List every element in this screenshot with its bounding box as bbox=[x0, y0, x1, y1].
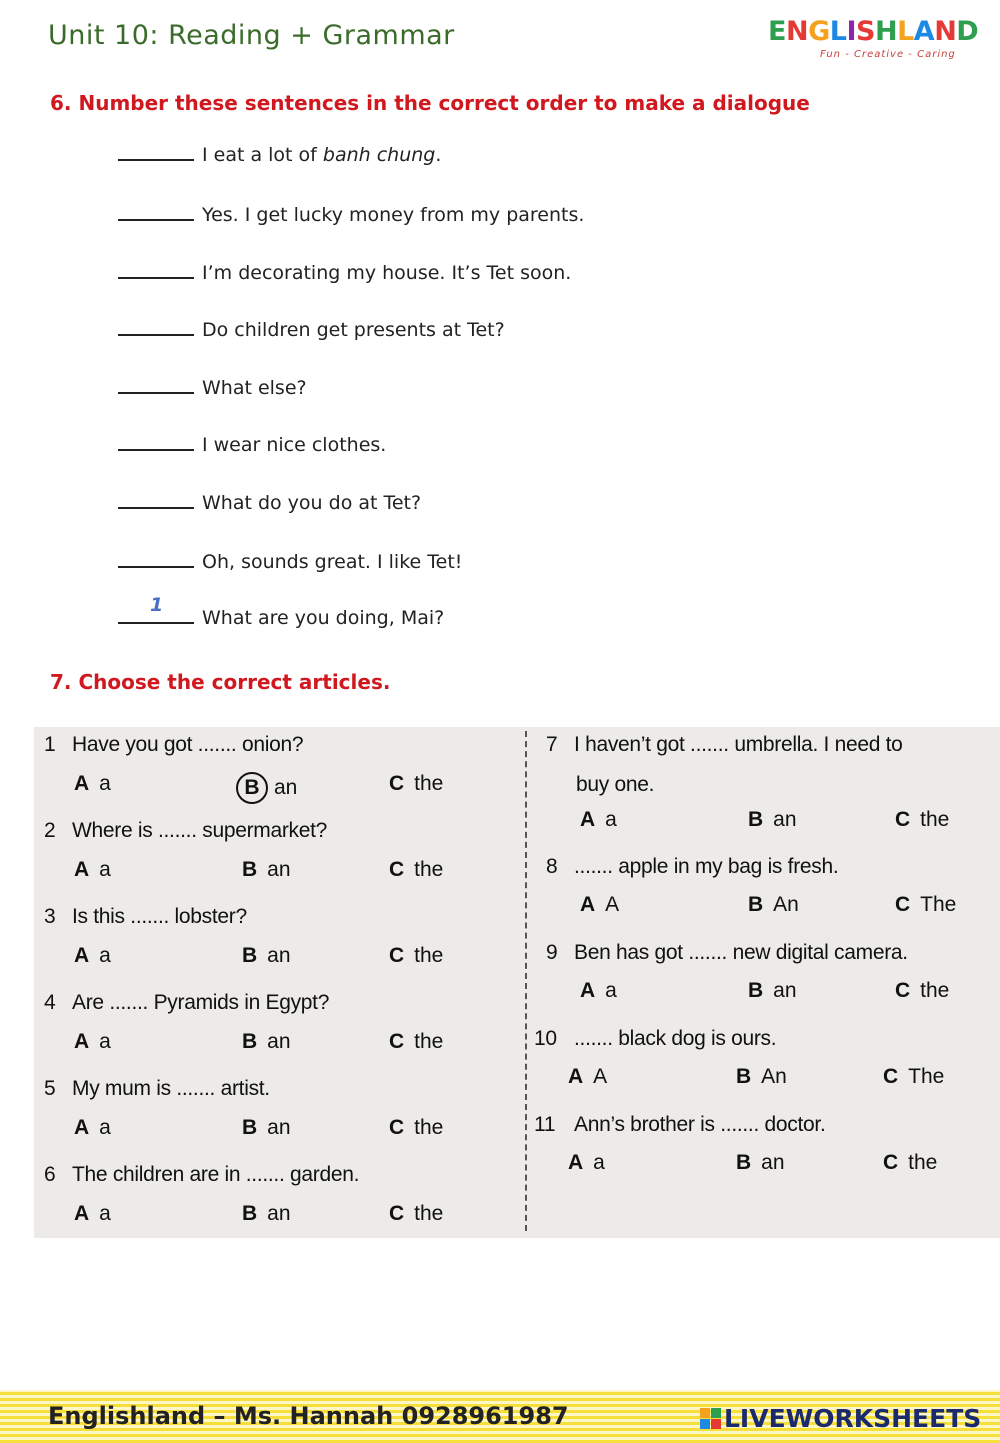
dialogue-line bbox=[118, 550, 462, 573]
option-a[interactable] bbox=[74, 858, 111, 882]
option-letter: A bbox=[74, 1202, 90, 1225]
option-word: the bbox=[920, 808, 950, 831]
dialogue-text: Oh, sounds great. I like Tet! bbox=[202, 551, 463, 573]
dialogue-text: Do children get presents at Tet? bbox=[202, 319, 505, 341]
dialogue-text: Yes. I get lucky money from my parents. bbox=[202, 204, 585, 226]
option-word: an bbox=[267, 1116, 291, 1139]
option-word: an bbox=[267, 944, 291, 967]
logo-letter: H bbox=[874, 16, 898, 47]
dialogue-line bbox=[118, 491, 421, 514]
question-text: Have you got ....... onion? bbox=[72, 733, 304, 756]
brand-icon-square bbox=[711, 1408, 721, 1418]
logo-letter: I bbox=[846, 16, 856, 47]
option-b[interactable] bbox=[242, 858, 291, 882]
option-letter: C bbox=[389, 944, 405, 967]
answer-blank[interactable] bbox=[118, 594, 194, 624]
logo-wordmark bbox=[768, 16, 979, 48]
question-4 bbox=[44, 991, 329, 1015]
question-text: Where is ....... supermarket? bbox=[72, 819, 328, 842]
option-word: the bbox=[414, 858, 444, 881]
option-b[interactable] bbox=[748, 808, 797, 832]
question-text: Ann’s brother is ....... doctor. bbox=[574, 1113, 826, 1136]
dialogue-italic-text: banh chung bbox=[322, 144, 436, 166]
option-word: a bbox=[99, 772, 111, 795]
question-number: 3 bbox=[44, 905, 56, 928]
option-b[interactable] bbox=[242, 1202, 291, 1226]
option-word: The bbox=[920, 893, 957, 916]
brand-icon-square bbox=[711, 1419, 721, 1429]
option-word: an bbox=[267, 1030, 291, 1053]
option-letter: C bbox=[389, 1030, 405, 1053]
option-word: the bbox=[414, 1116, 444, 1139]
column-divider bbox=[525, 731, 527, 1231]
footer-bar bbox=[0, 1390, 1000, 1443]
option-b[interactable] bbox=[242, 1116, 291, 1140]
dialogue-text: What else? bbox=[202, 377, 307, 399]
option-word: an bbox=[267, 1202, 291, 1225]
option-a[interactable] bbox=[568, 1151, 605, 1175]
question-number: 11 bbox=[534, 1113, 556, 1136]
option-letter: B bbox=[748, 893, 764, 916]
option-b[interactable] bbox=[736, 1151, 785, 1175]
option-letter: B bbox=[736, 1065, 752, 1088]
option-c[interactable] bbox=[389, 1030, 443, 1054]
option-letter: B bbox=[236, 772, 268, 804]
brand-icon-square bbox=[700, 1419, 710, 1429]
option-word: A bbox=[605, 893, 620, 916]
dialogue-line bbox=[118, 143, 441, 166]
answer-blank[interactable] bbox=[118, 318, 194, 336]
question-text: Ben has got ....... new digital camera. bbox=[574, 941, 908, 964]
option-word: an bbox=[267, 858, 291, 881]
option-a[interactable] bbox=[580, 979, 617, 1003]
logo-letter: L bbox=[897, 16, 914, 47]
question-text-continued: buy one. bbox=[576, 773, 655, 796]
option-letter: B bbox=[748, 808, 764, 831]
option-word: the bbox=[414, 772, 444, 795]
option-a[interactable] bbox=[74, 772, 111, 796]
option-c[interactable] bbox=[389, 1202, 443, 1226]
option-letter: C bbox=[389, 772, 405, 795]
option-letter: B bbox=[736, 1151, 752, 1174]
logo-letter: G bbox=[808, 16, 830, 47]
option-word: the bbox=[908, 1151, 938, 1174]
option-word: An bbox=[773, 893, 799, 916]
logo-letter: N bbox=[934, 16, 957, 47]
option-word: an bbox=[274, 776, 298, 799]
dialogue-line bbox=[118, 261, 571, 284]
question-number: 8 bbox=[546, 855, 558, 878]
question-10 bbox=[534, 1027, 776, 1051]
option-letter: A bbox=[580, 808, 596, 831]
option-word: A bbox=[593, 1065, 608, 1088]
option-word: a bbox=[99, 1116, 111, 1139]
logo-letter: A bbox=[913, 16, 935, 47]
question-number: 5 bbox=[44, 1077, 56, 1100]
option-c[interactable] bbox=[883, 1065, 944, 1089]
option-word: An bbox=[761, 1065, 787, 1088]
option-word: an bbox=[761, 1151, 785, 1174]
liveworksheets-label: LIVEWORKSHEETS bbox=[724, 1404, 982, 1433]
question-number: 7 bbox=[546, 733, 558, 756]
option-c[interactable] bbox=[389, 772, 443, 796]
logo-tagline: Fun - Creative - Caring bbox=[820, 49, 956, 60]
dialogue-text: What are you doing, Mai? bbox=[202, 607, 445, 629]
dialogue-text: I’m decorating my house. It’s Tet soon. bbox=[202, 262, 572, 284]
option-letter: A bbox=[74, 1030, 90, 1053]
answer-blank[interactable] bbox=[118, 433, 194, 451]
option-b[interactable] bbox=[748, 979, 797, 1003]
option-a[interactable] bbox=[74, 1202, 111, 1226]
option-letter: C bbox=[895, 979, 911, 1002]
question-number: 2 bbox=[44, 819, 56, 842]
dialogue-text: I wear nice clothes. bbox=[202, 434, 387, 456]
option-c[interactable] bbox=[389, 1116, 443, 1140]
question-6 bbox=[44, 1163, 359, 1187]
option-a[interactable] bbox=[580, 893, 619, 917]
question-9 bbox=[546, 941, 908, 965]
question-text: ....... apple in my bag is fresh. bbox=[574, 855, 839, 878]
option-b[interactable] bbox=[242, 944, 291, 968]
logo-letter: N bbox=[785, 16, 809, 47]
option-word: the bbox=[414, 1202, 444, 1225]
logo-letter: E bbox=[768, 16, 786, 47]
brand-icon-square bbox=[700, 1408, 710, 1418]
option-c[interactable] bbox=[389, 944, 443, 968]
option-letter: C bbox=[389, 1116, 405, 1139]
question-5 bbox=[44, 1077, 270, 1101]
option-letter: C bbox=[389, 1202, 405, 1225]
answer-blank[interactable] bbox=[118, 376, 194, 394]
englishland-logo bbox=[768, 16, 979, 66]
dialogue-line bbox=[118, 203, 584, 226]
option-c[interactable] bbox=[389, 858, 443, 882]
dialogue-line bbox=[118, 318, 505, 341]
dialogue-text: What do you do at Tet? bbox=[202, 492, 422, 514]
option-letter: A bbox=[74, 858, 90, 881]
option-letter: A bbox=[568, 1065, 584, 1088]
option-word: the bbox=[414, 944, 444, 967]
exercise-6-heading: 6. Number these sentences in the correct order to make a dialogue bbox=[50, 91, 810, 115]
answer-blank[interactable] bbox=[118, 550, 194, 568]
dialogue-line bbox=[118, 376, 307, 399]
question-1 bbox=[44, 733, 303, 757]
question-text: My mum is ....... artist. bbox=[72, 1077, 270, 1100]
option-letter: A bbox=[74, 1116, 90, 1139]
question-2 bbox=[44, 819, 327, 843]
liveworksheets-brand[interactable] bbox=[700, 1404, 981, 1433]
option-a[interactable] bbox=[74, 944, 111, 968]
option-letter: A bbox=[74, 944, 90, 967]
footer-credit: Englishland – Ms. Hannah 0928961987 bbox=[48, 1402, 569, 1430]
question-3 bbox=[44, 905, 247, 929]
exercise-7-heading: 7. Choose the correct articles. bbox=[50, 670, 391, 694]
option-letter: C bbox=[883, 1065, 899, 1088]
option-word: an bbox=[773, 808, 797, 831]
answer-blank[interactable] bbox=[118, 143, 194, 161]
question-text: Are ....... Pyramids in Egypt? bbox=[72, 991, 330, 1014]
question-text: The children are in ....... garden. bbox=[72, 1163, 360, 1186]
option-c[interactable] bbox=[883, 1151, 937, 1175]
option-a[interactable] bbox=[74, 1116, 111, 1140]
question-11 bbox=[534, 1113, 825, 1137]
articles-exercise-scan bbox=[34, 727, 1000, 1238]
option-letter: A bbox=[74, 772, 90, 795]
option-a[interactable] bbox=[74, 1030, 111, 1054]
option-letter: B bbox=[242, 944, 258, 967]
question-number: 4 bbox=[44, 991, 56, 1014]
option-b[interactable] bbox=[736, 1065, 787, 1089]
option-letter: A bbox=[580, 979, 596, 1002]
question-number: 6 bbox=[44, 1163, 56, 1186]
option-letter: A bbox=[580, 893, 596, 916]
option-letter: C bbox=[389, 858, 405, 881]
option-b[interactable] bbox=[748, 893, 799, 917]
option-word: an bbox=[773, 979, 797, 1002]
question-text: I haven’t got ....... umbrella. I need to bbox=[574, 733, 903, 756]
option-letter: B bbox=[242, 1030, 258, 1053]
dialogue-line bbox=[118, 594, 445, 629]
option-word: The bbox=[908, 1065, 945, 1088]
option-a[interactable] bbox=[568, 1065, 607, 1089]
option-letter: C bbox=[895, 808, 911, 831]
dialogue-line bbox=[118, 433, 386, 456]
option-letter: A bbox=[568, 1151, 584, 1174]
answer-value: 1 bbox=[150, 594, 164, 616]
option-letter: B bbox=[242, 858, 258, 881]
dialogue-text-end: . bbox=[435, 144, 442, 166]
option-word: a bbox=[99, 1202, 111, 1225]
question-number: 9 bbox=[546, 941, 558, 964]
option-c[interactable] bbox=[895, 979, 949, 1003]
logo-letter: S bbox=[856, 16, 875, 47]
option-word: the bbox=[920, 979, 950, 1002]
question-number: 10 bbox=[534, 1027, 557, 1050]
option-c[interactable] bbox=[895, 893, 956, 917]
option-letter: B bbox=[242, 1202, 258, 1225]
option-word: a bbox=[605, 808, 617, 831]
option-word: a bbox=[593, 1151, 605, 1174]
option-b[interactable] bbox=[242, 772, 297, 804]
answer-blank[interactable] bbox=[118, 491, 194, 509]
option-letter: B bbox=[748, 979, 764, 1002]
question-8 bbox=[546, 855, 838, 879]
question-text: Is this ....... lobster? bbox=[72, 905, 247, 928]
option-word: a bbox=[99, 858, 111, 881]
option-letter: C bbox=[883, 1151, 899, 1174]
answer-blank[interactable] bbox=[118, 261, 194, 279]
option-word: the bbox=[414, 1030, 444, 1053]
option-letter: C bbox=[895, 893, 911, 916]
dialogue-text: I eat a lot of bbox=[202, 144, 323, 166]
option-a[interactable] bbox=[580, 808, 617, 832]
question-text: ....... black dog is ours. bbox=[574, 1027, 777, 1050]
question-number: 1 bbox=[44, 733, 56, 756]
unit-title: Unit 10: Reading + Grammar bbox=[48, 20, 455, 51]
liveworksheets-icon bbox=[700, 1408, 721, 1429]
question-7 bbox=[546, 733, 903, 757]
answer-blank[interactable] bbox=[118, 203, 194, 221]
logo-letter: D bbox=[956, 16, 979, 47]
logo-letter: L bbox=[829, 16, 847, 47]
option-letter: B bbox=[242, 1116, 258, 1139]
option-c[interactable] bbox=[895, 808, 949, 832]
option-word: a bbox=[99, 1030, 111, 1053]
option-b[interactable] bbox=[242, 1030, 291, 1054]
option-word: a bbox=[605, 979, 617, 1002]
option-word: a bbox=[99, 944, 111, 967]
